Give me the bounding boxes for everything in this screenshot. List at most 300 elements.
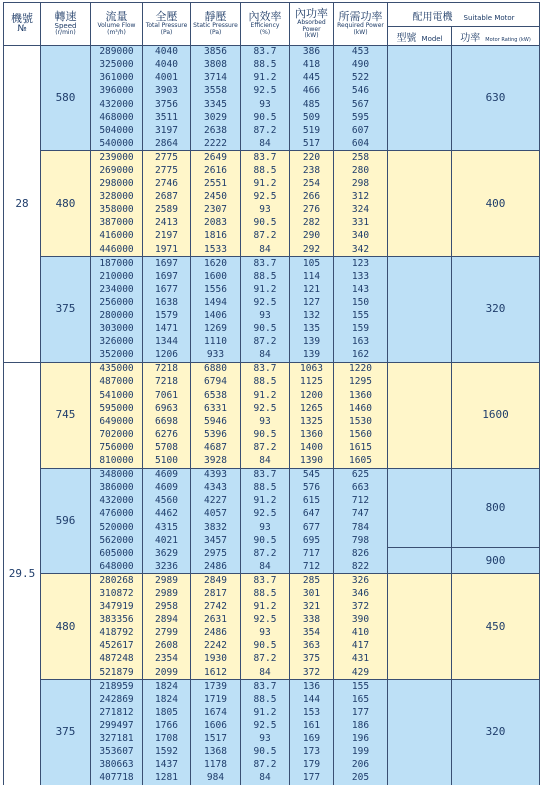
total-pressure-cell: 4609 bbox=[143, 468, 191, 482]
total-pressure-cell: 2775 bbox=[143, 151, 191, 165]
flow-cell: 347919 bbox=[91, 601, 143, 614]
absorbed-power-cell: 282 bbox=[290, 217, 334, 230]
absorbed-power-cell: 254 bbox=[290, 178, 334, 191]
flow-cell: 446000 bbox=[91, 243, 143, 257]
required-power-cell: 150 bbox=[334, 296, 388, 309]
header-suitable-motor-label: 配用電機 bbox=[412, 12, 453, 24]
flow-cell: 352000 bbox=[91, 349, 143, 363]
efficiency-cell: 91.2 bbox=[241, 601, 290, 614]
efficiency-cell: 90.5 bbox=[241, 323, 290, 336]
flow-cell: 562000 bbox=[91, 534, 143, 547]
flow-cell: 256000 bbox=[91, 296, 143, 309]
absorbed-power-cell: 647 bbox=[290, 508, 334, 521]
static-pressure-cell: 1816 bbox=[191, 230, 241, 243]
motor-power-cell: 800 bbox=[452, 468, 540, 547]
motor-model-cell bbox=[388, 257, 452, 363]
total-pressure-cell: 1471 bbox=[143, 323, 191, 336]
total-pressure-cell: 1824 bbox=[143, 680, 191, 694]
efficiency-cell: 83.7 bbox=[241, 257, 290, 271]
flow-cell: 280000 bbox=[91, 309, 143, 322]
static-pressure-cell: 2486 bbox=[191, 560, 241, 574]
absorbed-power-cell: 1325 bbox=[290, 415, 334, 428]
header-model-number-sub: № bbox=[17, 23, 27, 34]
header-absorbed-power-unit: (kW) bbox=[304, 32, 319, 40]
efficiency-cell: 88.5 bbox=[241, 693, 290, 706]
flow-cell: 348000 bbox=[91, 468, 143, 482]
required-power-cell: 1460 bbox=[334, 402, 388, 415]
total-pressure-cell: 1281 bbox=[143, 772, 191, 785]
efficiency-cell: 90.5 bbox=[241, 428, 290, 441]
required-power-cell: 155 bbox=[334, 680, 388, 694]
total-pressure-cell: 1344 bbox=[143, 336, 191, 349]
required-power-cell: 490 bbox=[334, 59, 388, 72]
absorbed-power-cell: 321 bbox=[290, 601, 334, 614]
static-pressure-cell: 2631 bbox=[191, 614, 241, 627]
absorbed-power-cell: 1125 bbox=[290, 376, 334, 389]
efficiency-cell: 84 bbox=[241, 349, 290, 363]
static-pressure-cell: 1930 bbox=[191, 653, 241, 666]
flow-cell: 416000 bbox=[91, 230, 143, 243]
total-pressure-cell: 1971 bbox=[143, 243, 191, 257]
flow-cell: 299497 bbox=[91, 719, 143, 732]
total-pressure-cell: 1766 bbox=[143, 719, 191, 732]
total-pressure-cell: 2746 bbox=[143, 178, 191, 191]
motor-power-cell: 320 bbox=[452, 680, 540, 785]
total-pressure-cell: 2958 bbox=[143, 601, 191, 614]
flow-cell: 298000 bbox=[91, 178, 143, 191]
absorbed-power-cell: 169 bbox=[290, 732, 334, 745]
absorbed-power-cell: 1063 bbox=[290, 362, 334, 376]
header-flow-unit: (m³/h) bbox=[107, 28, 126, 36]
header-suitable-motor bbox=[388, 3, 540, 27]
required-power-cell: 340 bbox=[334, 230, 388, 243]
absorbed-power-cell: 127 bbox=[290, 296, 334, 309]
total-pressure-cell: 4001 bbox=[143, 72, 191, 85]
header-static-pressure-sub: Static Pressure bbox=[193, 22, 238, 30]
header-flow-sub: Volume Flow bbox=[97, 22, 136, 30]
flow-cell: 280268 bbox=[91, 574, 143, 588]
efficiency-cell: 91.2 bbox=[241, 706, 290, 719]
total-pressure-cell: 2989 bbox=[143, 587, 191, 600]
static-pressure-cell: 5946 bbox=[191, 415, 241, 428]
speed-cell: 596 bbox=[41, 468, 91, 574]
static-pressure-cell: 3928 bbox=[191, 455, 241, 469]
efficiency-cell: 88.5 bbox=[241, 59, 290, 72]
efficiency-cell: 90.5 bbox=[241, 746, 290, 759]
static-pressure-cell: 1406 bbox=[191, 309, 241, 322]
table-row bbox=[4, 680, 540, 694]
required-power-cell: 1295 bbox=[334, 376, 388, 389]
flow-cell: 521879 bbox=[91, 666, 143, 680]
absorbed-power-cell: 466 bbox=[290, 85, 334, 98]
static-pressure-cell: 2649 bbox=[191, 151, 241, 165]
header-total-pressure-unit: (Pa) bbox=[160, 28, 173, 36]
required-power-cell: 163 bbox=[334, 336, 388, 349]
required-power-cell: 177 bbox=[334, 706, 388, 719]
absorbed-power-cell: 105 bbox=[290, 257, 334, 271]
static-pressure-cell: 2551 bbox=[191, 178, 241, 191]
efficiency-cell: 87.2 bbox=[241, 230, 290, 243]
total-pressure-cell: 6276 bbox=[143, 428, 191, 441]
static-pressure-cell: 1269 bbox=[191, 323, 241, 336]
motor-model-cell bbox=[388, 45, 452, 151]
flow-cell: 242869 bbox=[91, 693, 143, 706]
header-speed-sub: Speed bbox=[54, 21, 77, 30]
fan-performance-table-wrapper bbox=[3, 2, 539, 785]
motor-power-cell: 450 bbox=[452, 574, 540, 680]
efficiency-cell: 84 bbox=[241, 137, 290, 151]
efficiency-cell: 92.5 bbox=[241, 85, 290, 98]
required-power-cell: 431 bbox=[334, 653, 388, 666]
total-pressure-cell: 2687 bbox=[143, 191, 191, 204]
efficiency-cell: 92.5 bbox=[241, 508, 290, 521]
flow-cell: 418792 bbox=[91, 627, 143, 640]
total-pressure-cell: 6698 bbox=[143, 415, 191, 428]
required-power-cell: 607 bbox=[334, 124, 388, 137]
flow-cell: 396000 bbox=[91, 85, 143, 98]
flow-cell: 595000 bbox=[91, 402, 143, 415]
required-power-cell: 143 bbox=[334, 283, 388, 296]
static-pressure-cell: 4057 bbox=[191, 508, 241, 521]
static-pressure-cell: 6538 bbox=[191, 389, 241, 402]
efficiency-cell: 88.5 bbox=[241, 482, 290, 495]
static-pressure-cell: 984 bbox=[191, 772, 241, 785]
efficiency-cell: 92.5 bbox=[241, 296, 290, 309]
required-power-cell: 123 bbox=[334, 257, 388, 271]
efficiency-cell: 88.5 bbox=[241, 376, 290, 389]
table-row bbox=[4, 45, 540, 59]
total-pressure-cell: 4315 bbox=[143, 521, 191, 534]
required-power-cell: 410 bbox=[334, 627, 388, 640]
efficiency-cell: 92.5 bbox=[241, 402, 290, 415]
total-pressure-cell: 5708 bbox=[143, 441, 191, 454]
static-pressure-cell: 1494 bbox=[191, 296, 241, 309]
absorbed-power-cell: 1200 bbox=[290, 389, 334, 402]
header-motor-power-label: 功率 bbox=[460, 33, 481, 44]
speed-cell: 375 bbox=[41, 680, 91, 785]
flow-cell: 432000 bbox=[91, 495, 143, 508]
total-pressure-cell: 2775 bbox=[143, 164, 191, 177]
flow-cell: 520000 bbox=[91, 521, 143, 534]
efficiency-cell: 84 bbox=[241, 455, 290, 469]
absorbed-power-cell: 519 bbox=[290, 124, 334, 137]
static-pressure-cell: 4343 bbox=[191, 482, 241, 495]
total-pressure-cell: 1206 bbox=[143, 349, 191, 363]
absorbed-power-cell: 354 bbox=[290, 627, 334, 640]
motor-power-cell: 320 bbox=[452, 257, 540, 363]
absorbed-power-cell: 1390 bbox=[290, 455, 334, 469]
absorbed-power-cell: 285 bbox=[290, 574, 334, 588]
flow-cell: 476000 bbox=[91, 508, 143, 521]
header-motor-model bbox=[388, 27, 452, 46]
flow-cell: 234000 bbox=[91, 283, 143, 296]
motor-model-cell bbox=[388, 574, 452, 680]
total-pressure-cell: 7218 bbox=[143, 362, 191, 376]
efficiency-cell: 87.2 bbox=[241, 547, 290, 560]
absorbed-power-cell: 139 bbox=[290, 349, 334, 363]
static-pressure-cell: 1368 bbox=[191, 746, 241, 759]
header-flow-label: 流量 bbox=[105, 10, 128, 24]
total-pressure-cell: 2894 bbox=[143, 614, 191, 627]
header-absorbed-power bbox=[290, 3, 334, 46]
efficiency-cell: 92.5 bbox=[241, 719, 290, 732]
table-row bbox=[4, 362, 540, 376]
header-efficiency-unit: (%) bbox=[259, 28, 271, 36]
efficiency-cell: 84 bbox=[241, 666, 290, 680]
flow-cell: 210000 bbox=[91, 270, 143, 283]
header-required-power-sub: Required Power bbox=[337, 22, 384, 30]
model-number-cell: 29.5 bbox=[4, 362, 41, 785]
header-total-pressure-sub: Total Pressure bbox=[145, 22, 188, 30]
total-pressure-cell: 3197 bbox=[143, 124, 191, 137]
required-power-cell: 1360 bbox=[334, 389, 388, 402]
static-pressure-cell: 1178 bbox=[191, 759, 241, 772]
flow-cell: 649000 bbox=[91, 415, 143, 428]
fan-performance-table bbox=[3, 2, 540, 785]
motor-power-cell: 900 bbox=[452, 547, 540, 574]
absorbed-power-cell: 418 bbox=[290, 59, 334, 72]
header-static-pressure-label: 靜壓 bbox=[204, 10, 227, 24]
required-power-cell: 342 bbox=[334, 243, 388, 257]
required-power-cell: 453 bbox=[334, 45, 388, 59]
efficiency-cell: 91.2 bbox=[241, 283, 290, 296]
required-power-cell: 346 bbox=[334, 587, 388, 600]
static-pressure-cell: 6331 bbox=[191, 402, 241, 415]
header-motor-power bbox=[452, 27, 540, 46]
table-row bbox=[4, 151, 540, 165]
static-pressure-cell: 1620 bbox=[191, 257, 241, 271]
efficiency-cell: 88.5 bbox=[241, 164, 290, 177]
header-required-power-unit: (kW) bbox=[353, 28, 368, 36]
absorbed-power-cell: 135 bbox=[290, 323, 334, 336]
static-pressure-cell: 2849 bbox=[191, 574, 241, 588]
total-pressure-cell: 1638 bbox=[143, 296, 191, 309]
total-pressure-cell: 2864 bbox=[143, 137, 191, 151]
total-pressure-cell: 2099 bbox=[143, 666, 191, 680]
flow-cell: 361000 bbox=[91, 72, 143, 85]
flow-cell: 218959 bbox=[91, 680, 143, 694]
total-pressure-cell: 1697 bbox=[143, 270, 191, 283]
table-row bbox=[4, 468, 540, 482]
static-pressure-cell: 2817 bbox=[191, 587, 241, 600]
header-total-pressure-label: 全壓 bbox=[155, 10, 178, 24]
efficiency-cell: 87.2 bbox=[241, 336, 290, 349]
required-power-cell: 663 bbox=[334, 482, 388, 495]
efficiency-cell: 90.5 bbox=[241, 640, 290, 653]
required-power-cell: 196 bbox=[334, 732, 388, 745]
static-pressure-cell: 3029 bbox=[191, 111, 241, 124]
flow-cell: 452617 bbox=[91, 640, 143, 653]
absorbed-power-cell: 372 bbox=[290, 666, 334, 680]
speed-cell: 745 bbox=[41, 362, 91, 468]
static-pressure-cell: 2242 bbox=[191, 640, 241, 653]
flow-cell: 325000 bbox=[91, 59, 143, 72]
efficiency-cell: 83.7 bbox=[241, 151, 290, 165]
absorbed-power-cell: 139 bbox=[290, 336, 334, 349]
required-power-cell: 155 bbox=[334, 309, 388, 322]
absorbed-power-cell: 363 bbox=[290, 640, 334, 653]
flow-cell: 432000 bbox=[91, 98, 143, 111]
efficiency-cell: 90.5 bbox=[241, 217, 290, 230]
efficiency-cell: 93 bbox=[241, 732, 290, 745]
header-speed-unit: (r/min) bbox=[55, 29, 76, 37]
absorbed-power-cell: 576 bbox=[290, 482, 334, 495]
total-pressure-cell: 5100 bbox=[143, 455, 191, 469]
flow-cell: 487000 bbox=[91, 376, 143, 389]
total-pressure-cell: 1824 bbox=[143, 693, 191, 706]
absorbed-power-cell: 712 bbox=[290, 560, 334, 574]
flow-cell: 702000 bbox=[91, 428, 143, 441]
header-model-number-label: 機號 bbox=[11, 11, 33, 25]
static-pressure-cell: 3714 bbox=[191, 72, 241, 85]
required-power-cell: 822 bbox=[334, 560, 388, 574]
efficiency-cell: 87.2 bbox=[241, 759, 290, 772]
table-row bbox=[4, 574, 540, 588]
static-pressure-cell: 2450 bbox=[191, 191, 241, 204]
static-pressure-cell: 1556 bbox=[191, 283, 241, 296]
static-pressure-cell: 1674 bbox=[191, 706, 241, 719]
motor-model-cell bbox=[388, 468, 452, 547]
header-motor-power-sub: Motor Rating (kW) bbox=[485, 37, 531, 43]
total-pressure-cell: 1805 bbox=[143, 706, 191, 719]
static-pressure-cell: 6880 bbox=[191, 362, 241, 376]
static-pressure-cell: 1739 bbox=[191, 680, 241, 694]
absorbed-power-cell: 238 bbox=[290, 164, 334, 177]
static-pressure-cell: 4393 bbox=[191, 468, 241, 482]
efficiency-cell: 93 bbox=[241, 98, 290, 111]
required-power-cell: 747 bbox=[334, 508, 388, 521]
absorbed-power-cell: 290 bbox=[290, 230, 334, 243]
total-pressure-cell: 1579 bbox=[143, 309, 191, 322]
flow-cell: 756000 bbox=[91, 441, 143, 454]
static-pressure-cell: 3832 bbox=[191, 521, 241, 534]
required-power-cell: 798 bbox=[334, 534, 388, 547]
header-model-number bbox=[4, 3, 41, 46]
absorbed-power-cell: 292 bbox=[290, 243, 334, 257]
absorbed-power-cell: 375 bbox=[290, 653, 334, 666]
header-required-power-label: 所需功率 bbox=[338, 10, 383, 24]
required-power-cell: 165 bbox=[334, 693, 388, 706]
total-pressure-cell: 4462 bbox=[143, 508, 191, 521]
header-efficiency bbox=[241, 3, 290, 46]
header-suitable-motor-sub: Suitable Motor bbox=[463, 14, 515, 23]
header-total-pressure bbox=[143, 3, 191, 46]
flow-cell: 540000 bbox=[91, 137, 143, 151]
speed-cell: 480 bbox=[41, 151, 91, 257]
static-pressure-cell: 1110 bbox=[191, 336, 241, 349]
flow-cell: 387000 bbox=[91, 217, 143, 230]
flow-cell: 239000 bbox=[91, 151, 143, 165]
model-number-cell: 28 bbox=[4, 45, 41, 362]
total-pressure-cell: 2413 bbox=[143, 217, 191, 230]
header-motor-model-sub: Model bbox=[421, 35, 443, 43]
total-pressure-cell: 4609 bbox=[143, 482, 191, 495]
efficiency-cell: 84 bbox=[241, 772, 290, 785]
efficiency-cell: 93 bbox=[241, 627, 290, 640]
efficiency-cell: 92.5 bbox=[241, 614, 290, 627]
absorbed-power-cell: 615 bbox=[290, 495, 334, 508]
required-power-cell: 205 bbox=[334, 772, 388, 785]
static-pressure-cell: 2486 bbox=[191, 627, 241, 640]
required-power-cell: 567 bbox=[334, 98, 388, 111]
flow-cell: 810000 bbox=[91, 455, 143, 469]
required-power-cell: 312 bbox=[334, 191, 388, 204]
required-power-cell: 1220 bbox=[334, 362, 388, 376]
motor-power-cell: 1600 bbox=[452, 362, 540, 468]
motor-power-cell: 400 bbox=[452, 151, 540, 257]
static-pressure-cell: 4687 bbox=[191, 441, 241, 454]
required-power-cell: 417 bbox=[334, 640, 388, 653]
flow-cell: 386000 bbox=[91, 482, 143, 495]
flow-cell: 358000 bbox=[91, 204, 143, 217]
total-pressure-cell: 2197 bbox=[143, 230, 191, 243]
total-pressure-cell: 1697 bbox=[143, 257, 191, 271]
static-pressure-cell: 3558 bbox=[191, 85, 241, 98]
absorbed-power-cell: 114 bbox=[290, 270, 334, 283]
total-pressure-cell: 4021 bbox=[143, 534, 191, 547]
total-pressure-cell: 3511 bbox=[143, 111, 191, 124]
motor-model-cell bbox=[388, 151, 452, 257]
absorbed-power-cell: 220 bbox=[290, 151, 334, 165]
required-power-cell: 324 bbox=[334, 204, 388, 217]
flow-cell: 487248 bbox=[91, 653, 143, 666]
absorbed-power-cell: 445 bbox=[290, 72, 334, 85]
flow-cell: 310872 bbox=[91, 587, 143, 600]
absorbed-power-cell: 173 bbox=[290, 746, 334, 759]
header-efficiency-label: 內效率 bbox=[248, 10, 282, 24]
static-pressure-cell: 3808 bbox=[191, 59, 241, 72]
static-pressure-cell: 2742 bbox=[191, 601, 241, 614]
efficiency-cell: 87.2 bbox=[241, 441, 290, 454]
efficiency-cell: 93 bbox=[241, 521, 290, 534]
required-power-cell: 298 bbox=[334, 178, 388, 191]
efficiency-cell: 84 bbox=[241, 560, 290, 574]
required-power-cell: 429 bbox=[334, 666, 388, 680]
flow-cell: 468000 bbox=[91, 111, 143, 124]
required-power-cell: 712 bbox=[334, 495, 388, 508]
static-pressure-cell: 1517 bbox=[191, 732, 241, 745]
required-power-cell: 1530 bbox=[334, 415, 388, 428]
header-absorbed-power-sub: Absorbed Power bbox=[297, 18, 326, 33]
flow-cell: 187000 bbox=[91, 257, 143, 271]
efficiency-cell: 90.5 bbox=[241, 534, 290, 547]
motor-model-cell bbox=[388, 547, 452, 574]
static-pressure-cell: 2307 bbox=[191, 204, 241, 217]
efficiency-cell: 87.2 bbox=[241, 124, 290, 137]
required-power-cell: 1615 bbox=[334, 441, 388, 454]
absorbed-power-cell: 485 bbox=[290, 98, 334, 111]
efficiency-cell: 88.5 bbox=[241, 270, 290, 283]
flow-cell: 648000 bbox=[91, 560, 143, 574]
flow-cell: 328000 bbox=[91, 191, 143, 204]
required-power-cell: 390 bbox=[334, 614, 388, 627]
efficiency-cell: 84 bbox=[241, 243, 290, 257]
total-pressure-cell: 1677 bbox=[143, 283, 191, 296]
absorbed-power-cell: 153 bbox=[290, 706, 334, 719]
absorbed-power-cell: 677 bbox=[290, 521, 334, 534]
efficiency-cell: 92.5 bbox=[241, 191, 290, 204]
header-speed-label: 轉速 bbox=[54, 9, 77, 23]
total-pressure-cell: 4040 bbox=[143, 45, 191, 59]
flow-cell: 289000 bbox=[91, 45, 143, 59]
required-power-cell: 206 bbox=[334, 759, 388, 772]
absorbed-power-cell: 1400 bbox=[290, 441, 334, 454]
flow-cell: 327181 bbox=[91, 732, 143, 745]
absorbed-power-cell: 179 bbox=[290, 759, 334, 772]
absorbed-power-cell: 545 bbox=[290, 468, 334, 482]
flow-cell: 435000 bbox=[91, 362, 143, 376]
static-pressure-cell: 4227 bbox=[191, 495, 241, 508]
